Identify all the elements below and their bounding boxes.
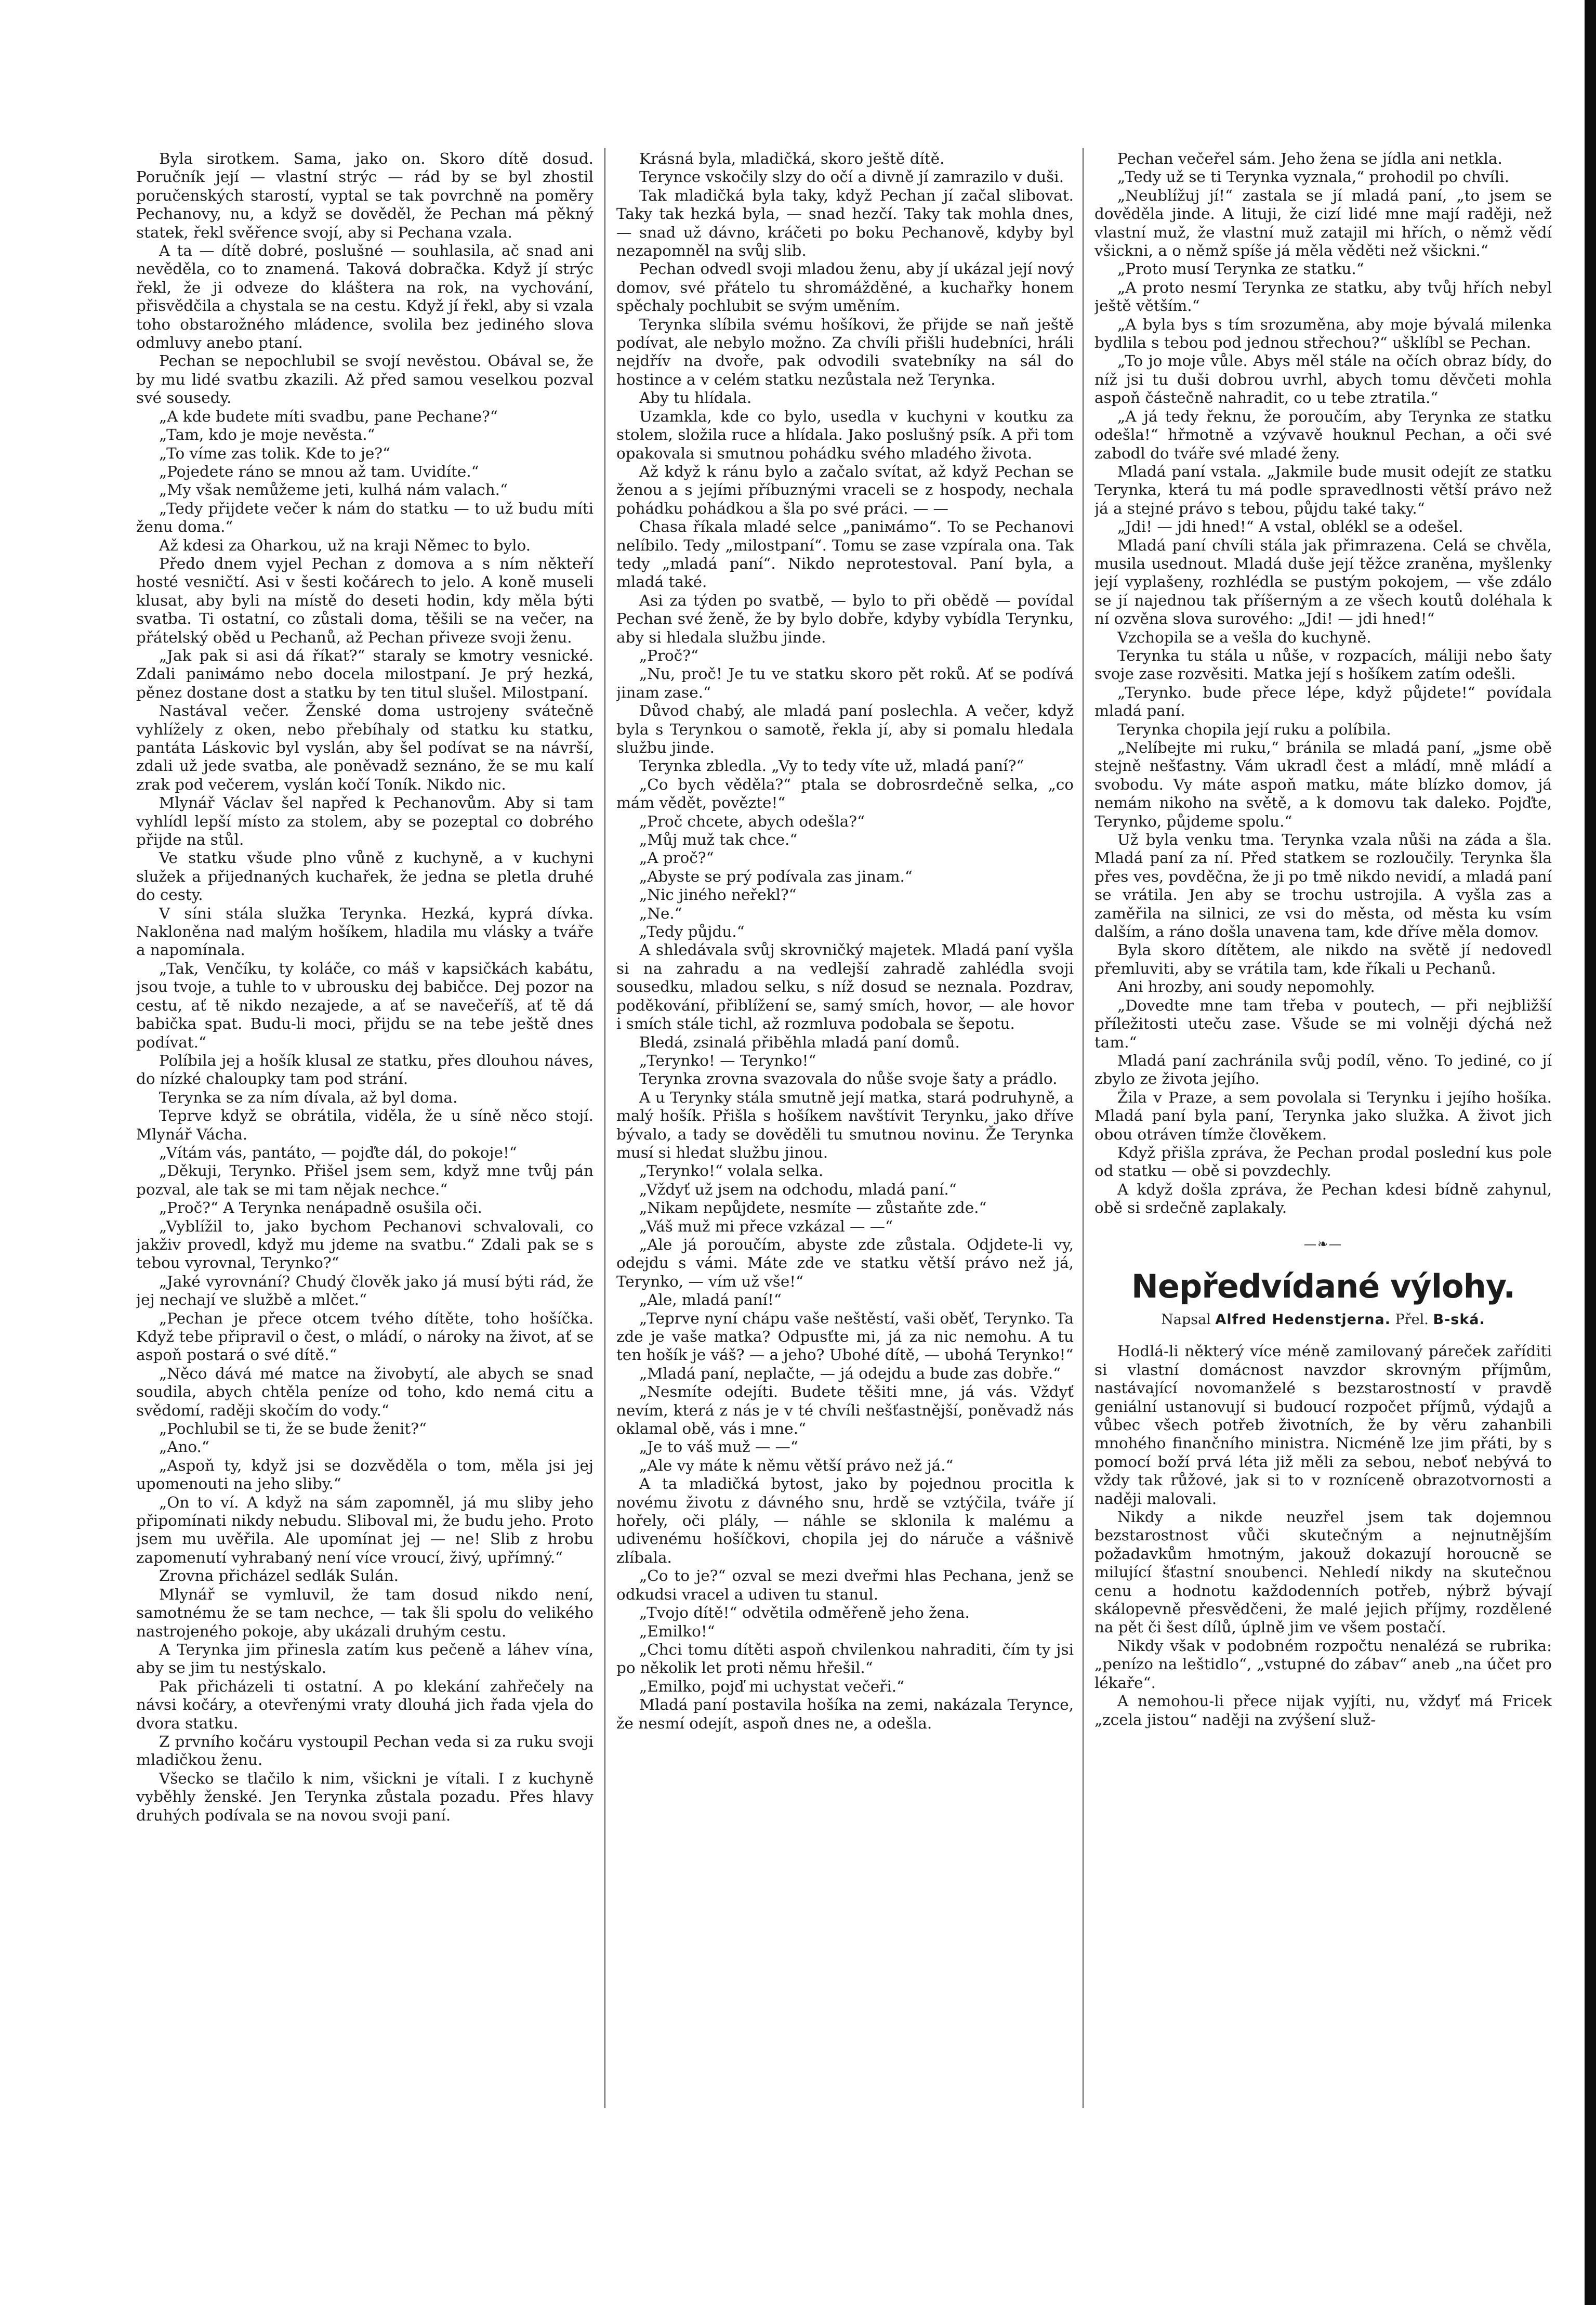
article-paragraph: Nikdy a nikde neuzřel jsem tak dojemnou bezstarostnost vůči skutečným a nejnutnějším požadavkům hmotným, jakouž dokazují horoucně se milující šťastní snoubenci. Nehledí nikdy na skutečnou cenu a hodnotu každodenních potřeb, nýbrž bývají skálopevně přesvědčeni, že malé jejich příjmy, rozdělené na pět či šest dílů, úplně jim ve všem postačí. bbox=[1094, 1508, 1552, 1636]
story-paragraph: „Proč chcete, abych odešla?“ bbox=[639, 812, 865, 830]
story-paragraph: „Pochlubil se ti, že se bude ženit?“ bbox=[159, 1420, 427, 1438]
story-paragraph: „Tam, kdo je moje nevěsta.“ bbox=[159, 426, 375, 444]
scan-edge bbox=[1585, 0, 1596, 2305]
story-paragraph: V síni stála služka Terynka. Hezká, kyprá dívka. Nakloněna nad malým hošíkem, hladila mu vlásky a tváře a napomínala. bbox=[136, 904, 593, 959]
story-paragraph: Bledá, zsinalá přiběhla mladá paní domů. bbox=[639, 1033, 960, 1051]
story-paragraph: Tak mladičká byla taky, když Pechan jí začal slibovat. Taky tak hezká byla, — snad hezčí. Taky tak mohla dnes, — snad už dávno, kráčeti po boku Pechanově, kdyby byl nezapomněl na svůj slib. bbox=[616, 186, 1074, 260]
story-paragraph: „Chci tomu dítěti aspoň chvilenkou nahraditi, čím ty jsi po několik let proti němu hřešil.“ bbox=[616, 1640, 1074, 1677]
story-paragraph: „Pojedete ráno se mnou až tam. Uvidíte.“ bbox=[159, 462, 479, 480]
story-paragraph: „Aspoň ty, když jsi se dozvěděla o tom, měla jsi jej upomenouti na jeho sliby.“ bbox=[136, 1456, 593, 1493]
story-paragraph: Terynka tu stála u nůše, v rozpacích, máliji nebo šaty svoje zase rozvěsiti. Matka její s hošíkem zatím odešli. bbox=[1094, 646, 1552, 683]
story-paragraph: „Jdi! — jdi hned!“ A vstal, oblékl se a odešel. bbox=[1117, 518, 1463, 536]
story-paragraph: Mlynář Václav šel napřed k Pechanovům. Aby si tam vyhlídl lepší místo za stolem, aby se pozeptal co dobrého přijde na stůl. bbox=[136, 794, 593, 849]
story-paragraph: „Můj muž tak chce.“ bbox=[639, 831, 798, 849]
story-paragraph: „Nikam nepůjdete, nesmíte — zůstaňte zde.“ bbox=[639, 1199, 987, 1217]
story-paragraph: Teprve když se obrátila, viděla, že u síně něco stojí. Mlynář Vácha. bbox=[136, 1107, 593, 1143]
story-paragraph: „Nelíbejte mi ruku,“ bránila se mladá paní, „jsme obě stejně nešťastny. Vám ukradl čest a mládí, mně mládí a svobodu. Vy máte aspoň matku, máte blízko domov, já nemám nikoho na světě, a k domovu tak daleko. Pojďte, Terynko, půjdeme spolu.“ bbox=[1094, 739, 1552, 830]
story-paragraph: „Děkuji, Terynko. Přišel jsem sem, když mne tvůj pán pozval, ale tak se mi tam nějak nechce.“ bbox=[136, 1162, 593, 1198]
story-paragraph: „A proč?“ bbox=[639, 849, 714, 867]
story-paragraph: Asi za týden po svatbě, — bylo to při obědě — povídal Pechan své ženě, že by bylo dobře, kdyby vybídla Terynku, aby si hledala službu jinde. bbox=[616, 591, 1074, 646]
story-paragraph: „Jak pak si asi dá říkat?“ staraly se kmotry vesnické. Zdali paniмámo nebo docela milostpaní. Je prý hezká, pěnez dostane dost a statku by ten titul slušel. Milostpaní. bbox=[136, 646, 593, 701]
story-paragraph: Uzamkla, kde co bylo, usedla v kuchyni v koutku za stolem, složila ruce a hlídala. Jako poslušný psík. A při tom opakovala si smutnou pohádku svého mladého života. bbox=[616, 407, 1074, 462]
story-paragraph: „Jaké vyrovnání? Chudý člověk jako já musí býti rád, že jej nechají ve službě a mlčet.“ bbox=[136, 1272, 593, 1309]
story-paragraph: „Vyblížil to, jako bychom Pechanovi schvalovali, co jakživ provedl, když mu jdeme na svatbu.“ Zdali pak se s tebou vyrovnal, Terynko?“ bbox=[136, 1217, 593, 1272]
story-paragraph: Mladá paní zachránila svůj podíl, věno. To jediné, co jí zbylo ze života jejího. bbox=[1094, 1051, 1552, 1088]
story-paragraph: Už byla venku tma. Terynka vzala nůši na záda a šla. Mladá paní za ní. Před statkem se rozloučily. Terynka šla přes ves, povděčna, že ji po tmě nikdo nevidí, a mladá paní se vrátila. Jen aby se trochu ustrojila. A vyšla zas a zaměřila na silnici, ze vsi do města, od města ku vsím dalším, a ráno došla unavena tam, kde dříve měla domov. bbox=[1094, 831, 1552, 941]
story-paragraph: „Neublížuj jí!“ zastala se jí mladá paní, „to jsem se dověděla jinde. A lituji, že cizí lidé mne mají raději, než vlastní muž, že vlastní muž zatajil mi hřích, o němž vědí všickni, a o němž spíše já měla věděti než všickni.“ bbox=[1094, 186, 1552, 260]
column-rule bbox=[1083, 148, 1084, 2108]
story-paragraph: „Terynko!“ volala selka. bbox=[639, 1162, 824, 1180]
story-paragraph: Pechan večeřel sám. Jeho žena se jídla ani netkla. bbox=[1117, 150, 1502, 167]
story-paragraph: „Emilko, pojď mi uchystat večeři.“ bbox=[639, 1677, 905, 1695]
story-paragraph: „Nesmíte odejíti. Budete těšiti mne, já vás. Vždyť nevím, která z nás je v té chvíli nešťastnější, poněvadž nás oklamal obě, vás i mne.“ bbox=[616, 1383, 1074, 1438]
story-paragraph: Terynka zrovna svazovala do nůše svoje šaty a prádlo. bbox=[639, 1070, 1058, 1088]
story-paragraph: Ve statku všude plno vůně z kuchyně, a v kuchyni služek a přijednaných kuchařek, že jedna se pletla druhé do cesty. bbox=[136, 849, 593, 904]
story-paragraph: A ta — dítě dobré, poslušné — souhlasila, ač snad ani nevěděla, co to znamená. Taková dobračka. Když jí strýc řekl, že ji odveze do kláštera na rok, na vychování, přisvědčila a chystala se na cestu. Když jí řekl, aby si vzala toho obstarožného mládence, svolila bez jediného slova odmluvy anebo ptaní. bbox=[136, 242, 593, 352]
story-paragraph: Terynka se za ním dívala, až byl doma. bbox=[159, 1088, 458, 1106]
story-paragraph: „Tedy půjdu.“ bbox=[639, 923, 745, 941]
story-paragraph: „Ale, mladá paní!“ bbox=[639, 1291, 782, 1309]
story-paragraph: „Ale vy máte k němu větší právo než já.“ bbox=[639, 1456, 954, 1474]
story-paragraph: „Co bych věděla?“ ptala se dobrosrdečně selka, „co mám vědět, povězte!“ bbox=[616, 775, 1074, 812]
story-paragraph: Chasa říkala mladé selce „paniмámo“. To se Pechanovi nelíbilo. Tedy „milostpaní“. Tomu se zase vzpírala ona. Tak tedy „mladá paní“. Nikdo neprotestoval. Paní byla, a mladá také. bbox=[616, 518, 1074, 591]
story-paragraph: Zrovna přicházel sedlák Sulán. bbox=[159, 1567, 399, 1585]
story-paragraph: A když došla zpráva, že Pechan kdesi bídně zahynul, obě si srdečně zaplakaly. bbox=[1094, 1180, 1552, 1217]
translator-name: B-ská. bbox=[1433, 1311, 1485, 1328]
author-name: Alfred Hedenstjerna. bbox=[1215, 1311, 1391, 1328]
story-paragraph: Žila v Praze, a sem povolala si Terynku i jejího hošíka. Mladá paní byla paní, Terynka jako služka. A život jich obou otráven tímže člověkem. bbox=[1094, 1088, 1552, 1143]
story-paragraph: „Ale já poroučím, abyste zde zůstala. Odjdete-li vy, odejdu s vámi. Máte zde ve statku větší právo než já, Terynko, — vím už vše!“ bbox=[616, 1235, 1074, 1290]
story-paragraph: „Ano.“ bbox=[159, 1438, 209, 1456]
article-title: Nepředvídané výlohy. bbox=[1131, 1267, 1515, 1305]
story-paragraph: Mladá paní chvíli stála jak přimrazena. Celá se chvěla, musila usednout. Mladá duše její těžce zraněna, myšlenky její vyplašeny, rozhlédla se pustým pokojem, — vše zdálo se jí najednou tak příšerným a ze všech koutů doléhala k ní ozvěna slova surového: „Jdi! — jdi hned!“ bbox=[1094, 536, 1552, 628]
story-paragraph: „Ne.“ bbox=[639, 904, 682, 922]
story-paragraph: „Abyste se prý podívala zas jinam.“ bbox=[639, 867, 913, 885]
story-paragraph: „My však nemůžeme jeti, kulhá nám valach.“ bbox=[159, 481, 508, 499]
story-paragraph: Byla sirotkem. Sama, jako on. Skoro dítě dosud. Poručník její — vlastní strýc — rád by se byl zhostil poručenských starostí, vyptal se tak povrchně na poměry Pechanovy, nu, a když se dověděl, že Pechan má pěkný statek, řekl svěřence svojí, aby si Pechana vzala. bbox=[136, 150, 593, 241]
story-paragraph: Až kdesi za Oharkou, už na kraji Němec to bylo. bbox=[159, 536, 531, 554]
story-paragraph: Terynka chopila její ruku a políbila. bbox=[1117, 720, 1391, 738]
translator-prefix: Přel. bbox=[1395, 1311, 1429, 1328]
article-paragraph: Hodlá-li některý více méně zamilovaný páreček zaříditi si vlastní domácnost navzdor skrovným příjmům, nastávající novomanželé s bezstarostností v pravdě geniální ustanovují si budoucí rozpočet příjmů, výdajů a vůbec všech potřeb životních, že by věru zahanbili mnohého finančního ministra. Nicméně lze jim přáti, by s pomocí boží prvá léta již měli za sebou, neboť nebývá to vždy tak růžové, jak si to v rozníceně obrazotvornosti a naději malovali. bbox=[1094, 1342, 1552, 1508]
story-paragraph: „Proto musí Terynka ze statku.“ bbox=[1117, 260, 1364, 278]
story-paragraph: „Tedy přijdete večer k nám do statku — to už budu míti ženu doma.“ bbox=[136, 499, 593, 536]
story-paragraph: A u Terynky stála smutně její matka, stará podruhyně, a malý hošík. Přišla s hošíkem navštívit Terynku, jako dříve bývalo, a tady se dověděli tu smutnou novinu. Že Terynka musí si hledat službu jinou. bbox=[616, 1088, 1074, 1161]
story-paragraph: Pechan odvedl svoji mladou ženu, aby jí ukázal její nový domov, své přátelo tu shromážděné, a kuchařky honem spěchaly pochlubit se svým uměním. bbox=[616, 260, 1074, 315]
column-rule bbox=[604, 148, 605, 2108]
story-paragraph: „Co to je?“ ozval se mezi dveřmi hlas Pechana, jenž se odkudsi vracel a udiven tu stanul. bbox=[616, 1567, 1074, 1603]
story-paragraph: Předo dnem vyjel Pechan z domova a s ním někteří hosté vesničtí. Asi v šesti kočárech to jelo. A koně museli klusat, aby byli na místě do deseti hodin, kdy měla býti svatba. Ti ostatní, co zůstali doma, těšili se na večer, na přátelský oběd u Pechanů, až Pechan přiveze svoji ženu. bbox=[136, 554, 593, 646]
story-paragraph: „Terynko. bude přece lépe, když půjdete!“ povídala mladá paní. bbox=[1094, 683, 1552, 720]
story-paragraph: „Vždyť už jsem na odchodu, mladá paní.“ bbox=[639, 1180, 957, 1198]
story-paragraph: „A kde budete míti svadbu, pane Pechane?“ bbox=[159, 407, 498, 425]
story-paragraph: „Tvojo dítě!“ odvětila odměřeně jeho žena. bbox=[639, 1604, 970, 1622]
story-paragraph: „Pechan je přece otcem tvého dítěte, toho hošíčka. Když tebe připravil o čest, o mládí, o nároky na život, ať se aspoň postará o své dítě.“ bbox=[136, 1309, 593, 1364]
article-byline bbox=[1094, 1311, 1552, 1329]
story-paragraph: Terynka slíbila svému hošíkovi, že přijde se naň ještě podívat, ale nebylo možno. Za chvíli přišli hudebníci, hráli nejdřív na dvoře, pak odvodili svatebníky na sál do hostince a v celém statku nezůstala než Terynka. bbox=[616, 315, 1074, 388]
story-paragraph: Byla skoro dítětem, ale nikdo na světě jí nedovedl přemluviti, aby se vrátila tam, kde říkali u Pechanů. bbox=[1094, 941, 1552, 977]
story-paragraph: „Vítám vás, pantáto, — pojďte dál, do pokoje!“ bbox=[159, 1143, 517, 1161]
story-paragraph: Pak přicházeli ti ostatní. A po klekání zahřečely na návsi kočáry, a otevřenými vraty dlouhá jich řada vjela do dvora statku. bbox=[136, 1677, 593, 1732]
story-paragraph: „Tedy už se ti Terynka vyznala,“ prohodil po chvíli. bbox=[1117, 168, 1510, 186]
story-paragraph: Ani hrozby, ani soudy nepomohly. bbox=[1117, 978, 1375, 996]
story-paragraph: „Mladá paní, neplačte, — já odejdu a bude zas dobře.“ bbox=[639, 1364, 1061, 1382]
section-ornament: —❧— bbox=[1303, 1236, 1343, 1251]
story-column-1 bbox=[136, 150, 593, 2229]
story-paragraph: Pechan se nepochlubil se svojí nevěstou. Obával se, že by mu lidé svatbu zkazili. Až před samou veselkou pozval své sousedy. bbox=[136, 352, 593, 407]
story-paragraph: Až když k ránu bylo a začalo svítat, až když Pechan se ženou a s jejími příbuznými vraceli se z hospody, nechala pohádku pohádkou a šla po své práci. — — bbox=[616, 462, 1074, 517]
story-paragraph: A Terynka jim přinesla zatím kus pečeně a láhev vína, aby se jim tu nestýskalo. bbox=[136, 1640, 593, 1677]
story-paragraph: „Teprve nyní chápu vaše neštěstí, vaši oběť, Terynko. Ta zde je vaše matka? Odpusťte mi, já za nic nemohu. A tu ten hošík je váš? — a jeho? Ubohé dítě, — ubohá Terynko!“ bbox=[616, 1309, 1074, 1364]
story-paragraph: „Váš muž mi přece vzkázal — —“ bbox=[639, 1217, 893, 1235]
story-paragraph: „A já tedy řeknu, že poroučím, aby Terynka ze statku odešla!“ hřmotně a vzývavě houknul Pechan, a oči své zabodl do tváře své mladé ženy. bbox=[1094, 407, 1552, 462]
story-paragraph: „Emilko!“ bbox=[639, 1622, 715, 1640]
story-paragraph: „To jo moje vůle. Abys měl stále na očích obraz bídy, do níž jsi tu duši dobrou uvrhl, abych tomu děvčeti mohla aspoň částečně nahradit, co u tebe ztratila.“ bbox=[1094, 352, 1552, 407]
story-paragraph: A shledávala svůj skrovničký majetek. Mladá paní vyšla si na zahradu a na vedlejší zahradě zahlédla svoji sousedku, mladou selku, s níž dosud se neznala. Pozdrav, poděkování, přiblížení se, samý smích, hovor, — ale hovor i smích stále tichl, až rozmluva podobala se šepotu. bbox=[616, 941, 1074, 1033]
story-paragraph: Z prvního kočáru vystoupil Pechan veda si za ruku svoji mladičkou ženu. bbox=[136, 1732, 593, 1769]
story-paragraph: „Terynko! — Terynko!“ bbox=[639, 1051, 816, 1069]
story-paragraph: Mladá paní vstala. „Jakmile bude musit odejít ze statku Terynka, která tu má podle spravedlnosti větší právo než já a stejné právo s tebou, půjdu také taky.“ bbox=[1094, 462, 1552, 517]
article-paragraph: A nemohou-li přece nijak vyjíti, nu, vždyť má Fricek „zcela jistou“ naději na zvýšení služ- bbox=[1094, 1692, 1552, 1728]
story-paragraph: „Proč?“ bbox=[639, 646, 698, 664]
story-paragraph: Mladá paní postavila hošíka na zemi, nakázala Terynce, že nesmí odejít, aspoň dnes ne, a odešla. bbox=[616, 1696, 1074, 1732]
story-paragraph: Nastával večer. Ženské doma ustrojeny svátečně vyhlížely z oken, nebo přebíhaly od statku ku statku, pantáta Láskovic byl vyslán, aby šel podívat se na návrší, zdali už jede svatba, ale poněvadž seznáno, že se mu kalí zrak pod večerem, vyslán kočí Toník. Nikdo nic. bbox=[136, 702, 593, 793]
story-paragraph: Mlynář se vymluvil, že tam dosud nikdo není, samotnému že se tam nechce, — tak šli spolu do velikého nastrojeného pokoje, aby ukázali druhým cestu. bbox=[136, 1585, 593, 1640]
story-paragraph: Políbila jej a hošík klusal ze statku, přes dlouhou náves, do nízké chaloupky tam pod strání. bbox=[136, 1051, 593, 1088]
story-column-3 bbox=[1094, 150, 1552, 2229]
story-paragraph: Terynka zbledla. „Vy to tedy víte už, mladá paní?“ bbox=[639, 757, 1024, 775]
article-body bbox=[1094, 1342, 1552, 1729]
story-paragraph: „On to ví. A když na sám zapomněl, já mu sliby jeho připomínati nikdy nebudu. Sliboval mi, že budu jeho. Proto jsem mu uvěřila. Ale upomínat jej — ne! Slib z hrobu zapomenutí vyhrabaný není více vroucí, živý, upřímný.“ bbox=[136, 1493, 593, 1566]
story-paragraph: Terynce vskočily slzy do očí a divně jí zamrazilo v duši. bbox=[639, 168, 1064, 186]
story-paragraph: „Něco dává mé matce na živobytí, ale abych se snad soudila, abych chtěla peníze od toho, kdo nemá citu a svědomí, raději skočím do vody.“ bbox=[136, 1364, 593, 1419]
story-paragraph: „Tak, Venčíku, ty koláče, co máš v kapsičkách kabátu, jsou tvoje, a tuhle to v ubrousku dej babičce. Dej pozor na cestu, ať tě nikdo nezajede, a ať se navečeříš, ať tě dá babička spat. Budu-li moci, přijdu se na tebe ještě dnes podívat.“ bbox=[136, 959, 593, 1051]
story-paragraph: „Nic jiného neřekl?“ bbox=[639, 886, 797, 904]
story-paragraph: „A byla bys s tím srozuměna, aby moje bývalá milenka bydlila s tebou pod jednou střechou?“ ušklíbl se Pechan. bbox=[1094, 315, 1552, 352]
story-paragraph: „Nu, proč! Je tu ve statku skoro pět roků. Ať se podívá jinam zase.“ bbox=[616, 665, 1074, 701]
story-paragraph: „To víme zas tolik. Kde to je?“ bbox=[159, 444, 391, 462]
byline-prefix: Napsal bbox=[1161, 1311, 1211, 1328]
story-paragraph: „Dovedte mne tam třeba v poutech, — při nejbližší příležitosti uteču zase. Všude se mi volněji dýchá než tam.“ bbox=[1094, 996, 1552, 1051]
story-paragraph: „Proč?“ A Terynka nenápadně osušila oči. bbox=[159, 1199, 482, 1217]
story-paragraph: Když přišla zpráva, že Pechan prodal poslední kus pole od statku — obě si povzdechly. bbox=[1094, 1143, 1552, 1180]
story-paragraph: Krásná byla, mladičká, skoro ještě dítě. bbox=[639, 150, 945, 167]
story-paragraph: Důvod chabý, ale mladá paní poslechla. A večer, když byla s Terynkou o samotě, řekla jí, aby si pomalu hledala službu jinde. bbox=[616, 702, 1074, 756]
story-column-2 bbox=[616, 150, 1074, 2229]
article-paragraph: Nikdy však v podobném rozpočtu nenalézá se rubrika: „penízo na leštidlo“, „vstupné do zábav“ aneb „na účet pro lékaře“. bbox=[1094, 1636, 1552, 1692]
story-paragraph: Všecko se tlačilo k nim, všickni je vítali. I z kuchyně vyběhly ženské. Jen Terynka zůstala pozadu. Přes hlavy druhých podívala se na novou svoji paní. bbox=[136, 1769, 593, 1824]
story-paragraph: Aby tu hlídala. bbox=[639, 389, 752, 407]
story-paragraph: „A proto nesmí Terynka ze statku, aby tvůj hřích nebyl ještě větším.“ bbox=[1094, 278, 1552, 315]
story-paragraph: Vzchopila se a vešla do kuchyně. bbox=[1117, 628, 1371, 646]
story-continuation bbox=[1094, 150, 1552, 1217]
story-paragraph: „Je to váš muž — —“ bbox=[639, 1438, 798, 1456]
story-paragraph: A ta mladičká bytost, jako by pojednou procitla k novému životu z dávného snu, hrdě se vztýčila, tváře jí hořely, oči plály, — náhle se sklonila k malému a udivenému hošíčkovi, chopila jej do náruče a vášnivě zlíbala. bbox=[616, 1475, 1074, 1566]
